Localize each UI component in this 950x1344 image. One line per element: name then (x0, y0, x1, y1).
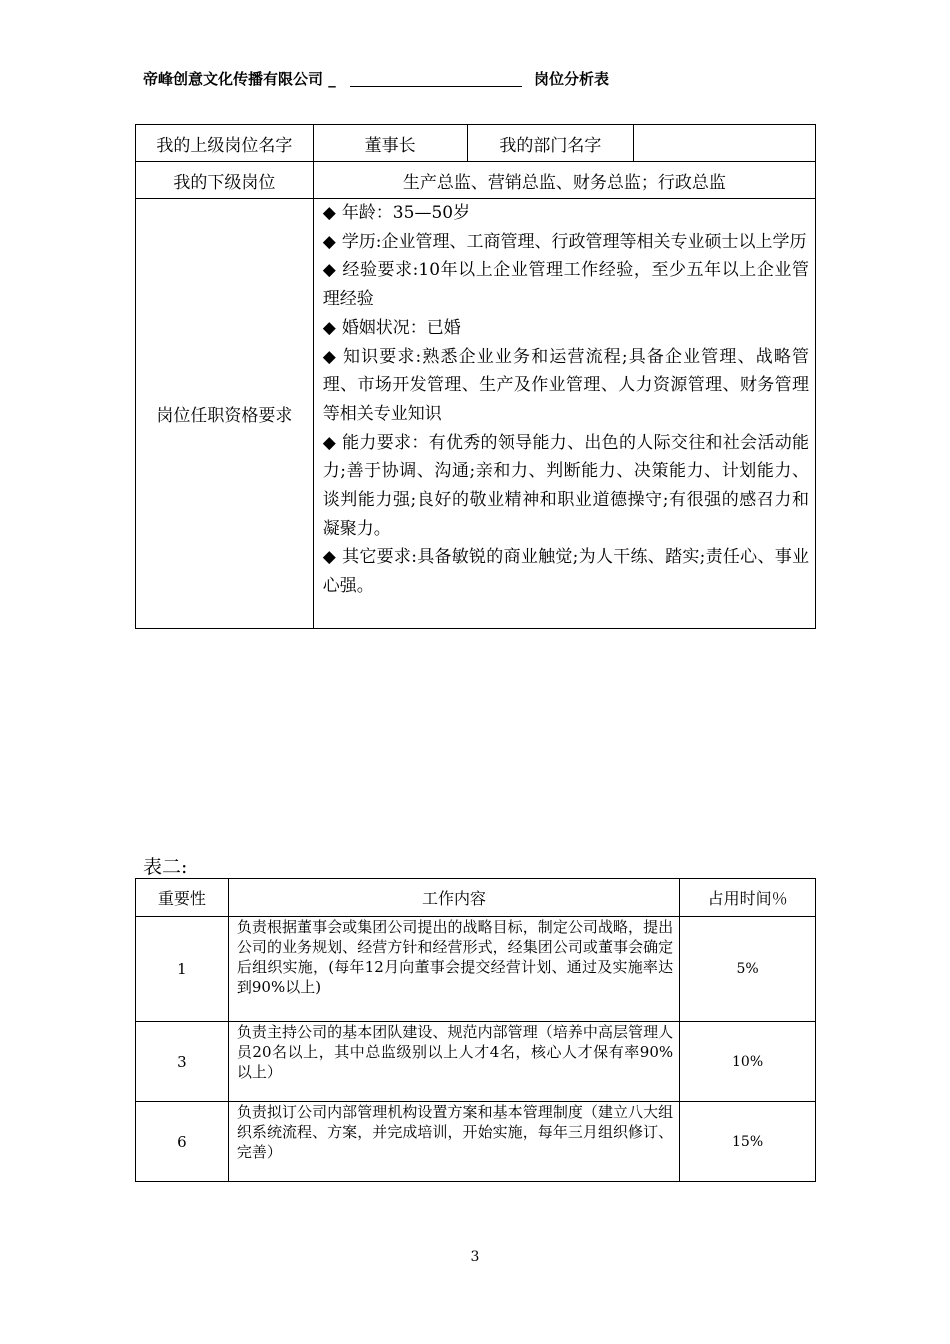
diamond-bullet-icon: ◆ (322, 346, 337, 367)
company-name: 帝峰创意文化传播有限公司 _ (143, 70, 336, 88)
time-share-cell: 10% (680, 1022, 816, 1102)
diamond-bullet-icon: ◆ (322, 231, 336, 252)
requirement-item: ◆ 年龄：35—50岁 (322, 203, 471, 223)
diamond-bullet-icon: ◆ (322, 547, 337, 568)
work-content-table (135, 878, 816, 1182)
subordinate-label-cell: 我的下级岗位 (136, 162, 314, 199)
work-content-cell: 负责主持公司的基本团队建设、规范内部管理（培养中高层管理人员20名以上，其中总监级别以上人才4名，核心人才保有率90%以上） (228, 1022, 679, 1102)
importance-cell: 3 (136, 1022, 229, 1102)
superior-value-cell: 董事长 (313, 125, 467, 162)
requirement-item: ◆ 经验要求:10年以上企业管理工作经验，至少五年以上企业管理经验 (322, 260, 810, 310)
superior-label-cell: 我的上级岗位名字 (136, 125, 314, 162)
work-content-cell: 负责根据董事会或集团公司提出的战略目标，制定公司战略，提出公司的业务规划、经营方针和经营形式，经集团公司或董事会确定后组织实施，(每年12月向董事会提交经营计划、通过及实施率达到90%以上) (228, 917, 679, 1022)
diamond-bullet-icon: ◆ (322, 260, 337, 281)
work-content-cell: 负责拟订公司内部管理机构设置方案和基本管理制度（建立八大组织系统流程、方案，并完成培训，开始实施，每年三月组织修订、完善） (228, 1102, 679, 1182)
qualification-requirements-cell (313, 199, 815, 629)
qualification-label-cell: 岗位任职资格要求 (136, 199, 314, 629)
table-row (136, 1022, 816, 1102)
requirement-item: ◆ 能力要求：有优秀的领导能力、出色的人际交往和社会活动能力;善于协调、沟通;亲和力、判断能力、决策能力、计划能力、谈判能力强;良好的敬业精神和职业道德操守;有很强的感召力和凝聚力。 (322, 432, 810, 539)
table-row (136, 1102, 816, 1182)
diamond-bullet-icon: ◆ (322, 203, 336, 223)
requirement-item: ◆ 其它要求:具备敏锐的商业触觉;为人干练、踏实;责任心、事业心强。 (322, 547, 809, 597)
requirement-item: ◆ 学历:企业管理、工商管理、行政管理等相关专业硕士以上学历 (322, 231, 807, 252)
time-share-cell: 15% (680, 1102, 816, 1182)
time-share-cell: 5% (680, 917, 816, 1022)
importance-cell: 1 (136, 917, 229, 1022)
table-row (136, 917, 816, 1022)
diamond-bullet-icon: ◆ (322, 317, 336, 338)
header-work-content: 工作内容 (228, 879, 679, 917)
header-time-share: 占用时间％ (680, 879, 816, 917)
department-value-cell (634, 125, 816, 162)
position-info-table (135, 124, 816, 629)
diamond-bullet-icon: ◆ (322, 432, 337, 453)
page-header (143, 68, 817, 90)
department-label-cell: 我的部门名字 (467, 125, 634, 162)
table2-label: 表二: (143, 856, 188, 878)
page-number: 3 (470, 1249, 480, 1265)
document-title: 岗位分析表 (534, 70, 610, 88)
subordinate-value-cell: 生产总监、营销总监、财务总监；行政总监 (313, 162, 815, 199)
requirement-item: ◆ 知识要求:熟悉企业业务和运营流程;具备企业管理、战略管理、市场开发管理、生产及作业管理、人力资源管理、财务管理等相关专业知识 (322, 346, 809, 424)
requirement-item: ◆ 婚姻状况：已婚 (322, 317, 461, 338)
importance-cell: 6 (136, 1102, 229, 1182)
header-underline (350, 86, 522, 87)
header-importance: 重要性 (136, 879, 229, 917)
